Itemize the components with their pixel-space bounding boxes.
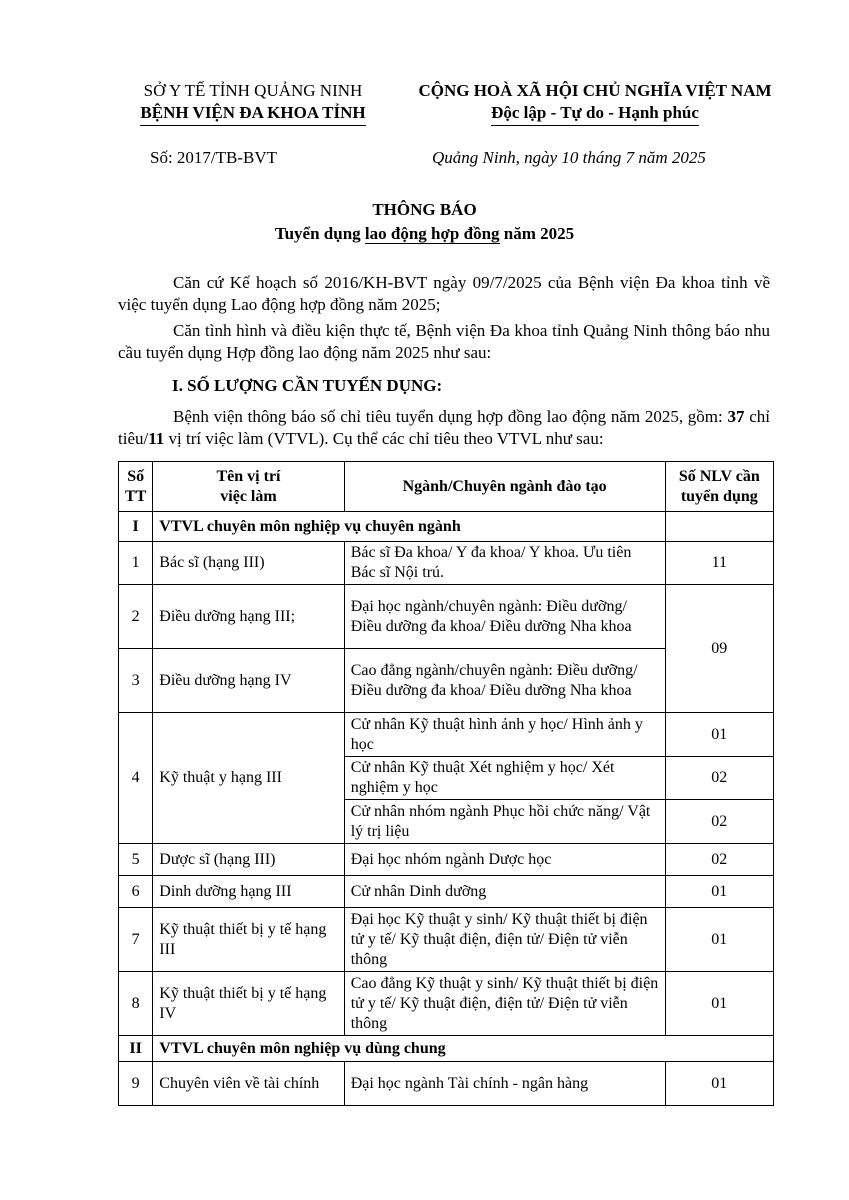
issuer-block <box>108 80 398 126</box>
table-row: 4 Kỹ thuật y hạng III Cử nhân Kỹ thuật hình ảnh y học/ Hình ảnh y học 01 <box>119 713 774 757</box>
national-title: CỘNG HOÀ XÃ HỘI CHỦ NGHĨA VIỆT NAM <box>418 81 772 100</box>
paragraph-quota: Bệnh viện thông báo số chỉ tiêu tuyển dụng hợp đồng lao động năm 2025, gồm: 37 chỉ tiêu/11 vị trí việc làm (VTVL). Cụ thể các chỉ tiêu theo VTVL như sau: <box>118 407 770 448</box>
issuer-parent: SỞ Y TẾ TỈNH QUẢNG NINH <box>143 81 363 100</box>
national-motto-block <box>395 80 795 126</box>
section-heading: I. SỐ LƯỢNG CẦN TUYỂN DỤNG: <box>172 376 443 395</box>
document-number: Số: 2017/TB-BVT <box>150 148 278 167</box>
table-row: 8 Kỹ thuật thiết bị y tế hạng IV Cao đẳng Kỹ thuật y sinh/ Kỹ thuật thiết bị điện tử y tế/ Kỹ thuật điện, điện tử/ Điện tử viễn thông 01 <box>119 972 774 1036</box>
table-row: 7 Kỹ thuật thiết bị y tế hạng III Đại học Kỹ thuật y sinh/ Kỹ thuật thiết bị điện tử y tế/ Kỹ thuật điện, điện tử/ Điện tử viễn thông 01 <box>119 908 774 972</box>
table-row: Cử nhân nhóm ngành Phục hồi chức năng/ Vật lý trị liệu 02 <box>119 800 774 844</box>
table-header-row <box>119 462 774 512</box>
header-no: Số TT <box>119 462 153 512</box>
national-motto: Độc lập - Tự do - Hạnh phúc <box>491 102 699 126</box>
table-row: 3 Điều dưỡng hạng IV Cao đẳng ngành/chuyên ngành: Điều dưỡng/ Điều dưỡng đa khoa/ Điều dưỡng Nha khoa <box>119 649 774 713</box>
table-row: 9 Chuyên viên về tài chính Đại học ngành Tài chính - ngân hàng 01 <box>119 1062 774 1106</box>
document-date: Quảng Ninh, ngày 10 tháng 7 năm 2025 <box>432 148 706 167</box>
issuer-name: BỆNH VIỆN ĐA KHOA TỈNH <box>140 102 365 126</box>
document-title: THÔNG BÁO <box>372 200 477 219</box>
table-group-row: II VTVL chuyên môn nghiệp vụ dùng chung <box>119 1036 774 1062</box>
table-group-row: I VTVL chuyên môn nghiệp vụ chuyên ngành <box>119 512 774 542</box>
table-row: 2 Điều dưỡng hạng III; Đại học ngành/chuyên ngành: Điều dưỡng/ Điều dưỡng đa khoa/ Điều dưỡng Nha khoa 09 <box>119 585 774 649</box>
paragraph-context: Căn tình hình và điều kiện thực tế, Bệnh viện Đa khoa tỉnh Quảng Ninh thông báo nhu cầu tuyển dụng Hợp đồng lao động năm 2025 như sau: <box>118 321 770 362</box>
table-row: 1 Bác sĩ (hạng III) Bác sĩ Đa khoa/ Y đa khoa/ Y khoa. Ưu tiên Bác sĩ Nội trú. 11 <box>119 542 774 585</box>
header-count: Số NLV cần tuyển dụng <box>665 462 773 512</box>
header-position: Tên vị trí việc làm <box>153 462 344 512</box>
paragraph-basis: Căn cứ Kế hoạch số 2016/KH-BVT ngày 09/7/2025 của Bệnh viện Đa khoa tỉnh về việc tuyển dụng Lao động hợp đồng năm 2025; <box>118 273 770 314</box>
recruitment-table <box>118 461 774 1106</box>
table-row: 6 Dinh dưỡng hạng III Cử nhân Dinh dưỡng 01 <box>119 876 774 908</box>
header-major: Ngành/Chuyên ngành đào tạo <box>344 462 665 512</box>
table-row: Cử nhân Kỹ thuật Xét nghiệm y học/ Xét nghiệm y học 02 <box>119 757 774 800</box>
document-subtitle: Tuyển dụng lao động hợp đồng năm 2025 <box>274 224 575 243</box>
table-row: 5 Dược sĩ (hạng III) Đại học nhóm ngành Dược học 02 <box>119 844 774 876</box>
